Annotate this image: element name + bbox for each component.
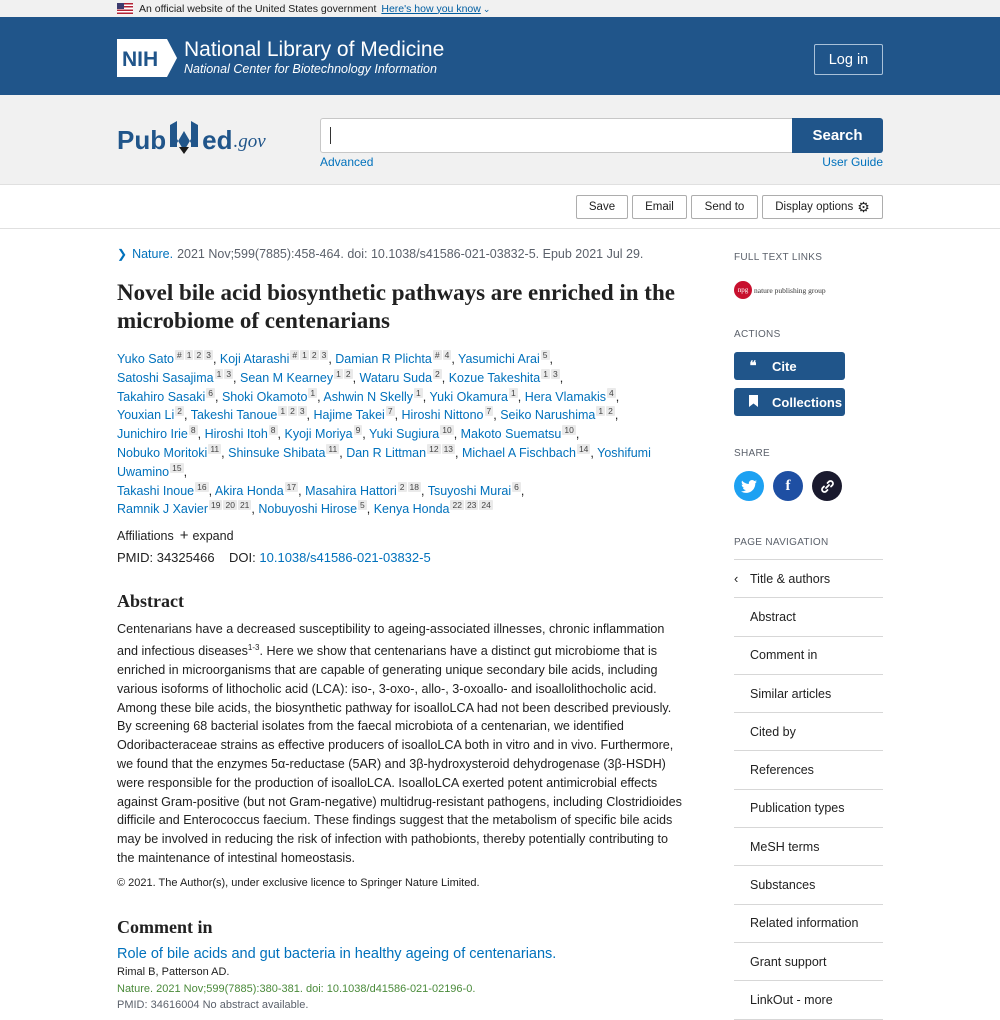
journal-link[interactable]: Nature. — [132, 247, 174, 261]
page-nav-label: Publication types — [750, 801, 845, 816]
main-content — [117, 247, 682, 1011]
share-buttons — [734, 471, 883, 501]
author-link[interactable]: Kyoji Moriya — [284, 427, 353, 442]
author-list — [117, 350, 682, 519]
twitter-icon[interactable] — [734, 471, 764, 501]
identifiers-row — [117, 550, 682, 565]
affiliation-marker[interactable]: 4 — [608, 387, 614, 398]
affiliation-marker[interactable]: 8 — [270, 425, 276, 436]
author-link[interactable]: Ashwin N Skelly — [323, 389, 414, 404]
cite-button[interactable]: ❝ Cite — [734, 352, 845, 380]
chevron-right-icon[interactable]: ❯ — [117, 247, 128, 261]
affiliation-marker[interactable]: 2 — [177, 406, 182, 417]
affiliation-marker[interactable]: 13 — [443, 443, 454, 454]
affiliation-marker[interactable]: 19 — [211, 500, 221, 511]
us-flag-icon — [117, 3, 133, 14]
affiliation-marker[interactable]: 6 — [208, 387, 213, 398]
author-link[interactable]: Takeshi Tanoue — [190, 408, 278, 423]
author-link[interactable]: Takashi Inoue — [117, 483, 195, 498]
affiliation-marker[interactable]: 11 — [328, 443, 338, 454]
plus-icon: + — [179, 527, 189, 545]
full-text-links-heading: FULL TEXT LINKS — [734, 252, 823, 263]
affiliation-marker[interactable]: 1 — [598, 406, 604, 417]
nlm-logo[interactable] — [117, 38, 444, 77]
page-nav-item[interactable] — [734, 905, 883, 943]
author-link[interactable]: Koji Atarashi — [219, 352, 290, 366]
author-link[interactable]: Makoto Suematsu — [460, 427, 562, 442]
page-nav-item[interactable] — [734, 637, 883, 675]
nih-badge-text: NIH — [122, 47, 159, 71]
site-title: National Library of Medicine — [184, 38, 445, 61]
author-row: Ramnik J Xavier 19 20 21 , Nobuyoshi Hirose 5 , Kenya Honda 22 23 24 — [117, 500, 491, 517]
search-area — [0, 95, 1000, 185]
author-link[interactable]: Yuko Sato — [117, 352, 174, 366]
pmid: PMID: 34325466 — [117, 550, 215, 566]
display-options-button[interactable]: Display options ⚙ — [762, 195, 883, 219]
site-subtitle: National Center for Biotechnology Information — [184, 62, 437, 76]
affiliation-marker[interactable]: 1 — [302, 350, 307, 360]
author-link[interactable]: Yasumichi Arai — [458, 352, 540, 366]
affiliation-marker[interactable]: 1 — [336, 368, 341, 379]
comment-link[interactable]: Role of bile acids and gut bacteria in healthy ageing of centenarians. — [117, 945, 557, 962]
page-nav-label: MeSH terms — [750, 839, 820, 854]
logo-ed: ed — [202, 125, 233, 155]
author-link[interactable]: Youxian Li — [117, 408, 175, 423]
npg-text: nature publishing group — [754, 285, 826, 295]
author-link[interactable]: Yuki Okamura — [429, 389, 509, 404]
email-button[interactable]: Email — [632, 195, 687, 219]
affiliation-marker[interactable]: 2 — [345, 368, 351, 379]
author-link[interactable]: Hera Vlamakis — [524, 389, 606, 404]
page-nav-label: References — [750, 763, 814, 778]
nih-badge-icon — [117, 39, 177, 77]
search-input[interactable] — [320, 118, 793, 153]
author-row: Youxian Li 2 , Takeshi Tanoue 1 2 3 , Hajime Takei 7 , Hiroshi Nittono 7 , Seiko Narushima 1 2 , — [117, 406, 619, 423]
affiliations-label: Affiliations — [117, 528, 174, 543]
author-link[interactable]: Shoki Okamoto — [221, 389, 308, 404]
affiliation-marker[interactable]: 14 — [578, 443, 589, 454]
author-link[interactable]: Akira Honda — [214, 483, 284, 498]
affiliation-marker[interactable]: 10 — [564, 425, 574, 436]
affiliation-marker[interactable]: 16 — [197, 481, 207, 492]
page-navigation-heading: PAGE NAVIGATION — [734, 537, 829, 548]
author-link[interactable]: Masahira Hattori — [305, 483, 397, 498]
author-link[interactable]: Dan R Littman — [346, 445, 427, 460]
author-link[interactable]: Wataru Suda — [359, 370, 433, 385]
affiliation-marker[interactable]: 5 — [360, 500, 365, 511]
article-toolbar — [0, 185, 1000, 229]
affiliation-marker[interactable]: 7 — [387, 406, 393, 417]
page-nav-label: Comment in — [750, 648, 818, 663]
affiliation-marker[interactable]: 6 — [514, 481, 519, 492]
page-nav-item[interactable] — [734, 560, 883, 598]
affiliation-marker[interactable]: 15 — [172, 462, 182, 473]
affiliation-marker[interactable]: 2 — [196, 350, 202, 360]
author-link[interactable]: Ramnik J Xavier — [117, 502, 208, 517]
author-link[interactable]: Nobuyoshi Hirose — [258, 502, 358, 517]
affiliation-marker[interactable]: 21 — [239, 500, 250, 511]
user-guide-link[interactable]: User Guide — [822, 155, 883, 169]
author-row: Yuko Sato # 1 2 3 , Koji Atarashi # 1 2 3 , Damian R Plichta # 4 , Yasumichi Arai 5 , — [117, 350, 554, 366]
affiliation-marker[interactable]: 3 — [206, 350, 211, 360]
affiliation-marker[interactable]: 1 — [280, 406, 286, 417]
page-nav-item[interactable] — [734, 866, 883, 904]
affiliations-row — [117, 527, 682, 544]
save-button[interactable]: Save — [576, 195, 628, 219]
page-nav-item[interactable] — [734, 790, 883, 828]
page-nav-label: Title & authors — [750, 571, 831, 586]
affiliation-marker[interactable]: 18 — [409, 481, 419, 492]
author-link[interactable]: Damian R Plichta — [335, 352, 432, 366]
affiliation-marker[interactable]: 20 — [225, 500, 235, 511]
affiliation-marker[interactable]: 1 — [310, 387, 316, 398]
affiliation-marker[interactable]: # — [434, 350, 440, 360]
page-nav-label: Grant support — [750, 954, 827, 969]
comment-authors: Rimal B, Patterson AD. — [117, 965, 230, 978]
expand-affiliations-button[interactable]: + expand — [179, 527, 234, 545]
comment-pmid: PMID: 34616004 No abstract available. — [117, 998, 309, 1011]
doi-link[interactable]: 10.1038/s41586-021-03832-5 — [259, 550, 431, 566]
affiliation-marker[interactable]: 1 — [543, 368, 548, 379]
affiliation-marker[interactable]: 1 — [216, 368, 222, 379]
abstract-heading: Abstract — [117, 591, 184, 612]
page-nav-item[interactable] — [734, 598, 883, 636]
page-nav-item[interactable] — [734, 828, 883, 866]
page-nav-label: Similar articles — [750, 686, 832, 701]
affiliation-marker[interactable]: 4 — [444, 350, 450, 360]
affiliation-marker[interactable]: 3 — [299, 406, 305, 417]
affiliation-marker[interactable]: 11 — [210, 443, 220, 454]
affiliation-marker[interactable]: 24 — [481, 500, 491, 511]
page-nav-item[interactable] — [734, 675, 883, 713]
heres-how-link[interactable]: Here's how you know ⌄ — [381, 2, 491, 15]
author-link[interactable]: Hiroshi Itoh — [204, 427, 268, 442]
affiliation-marker[interactable]: 3 — [321, 350, 327, 360]
affiliation-marker[interactable]: 3 — [552, 368, 558, 379]
search-button[interactable]: Search — [792, 118, 883, 153]
author-link[interactable]: Yoshifumi Uwamino — [117, 445, 651, 479]
comment-in-heading: Comment in — [117, 916, 213, 937]
affiliation-marker[interactable]: 22 — [452, 500, 462, 511]
send-to-button[interactable]: Send to — [691, 195, 758, 219]
affiliation-marker[interactable]: 10 — [442, 425, 452, 436]
author-link[interactable]: Junichiro Irie — [117, 427, 188, 442]
page-navigation-list — [734, 559, 883, 1020]
chevron-left-icon: ‹ — [734, 571, 739, 587]
author-link[interactable]: Satoshi Sasajima — [117, 370, 214, 385]
author-row: Nobuko Moritoki 11 , Shinsuke Shibata 11 , Dan R Littman 12 13 , Michael A Fischbach 14 , Yoshifumi Uwamino 15 , — [117, 443, 651, 479]
affiliation-marker[interactable]: 9 — [355, 425, 361, 436]
author-row: Takashi Inoue 16 , Akira Honda 17 , Masahira Hattori 2 18 , Tsuyoshi Murai 6 , — [117, 481, 525, 498]
pubmed-logo[interactable] — [117, 115, 266, 155]
actions-heading: ACTIONS — [734, 329, 781, 340]
affiliation-marker[interactable]: 5 — [542, 350, 548, 360]
affiliation-marker[interactable]: 1 — [186, 350, 192, 360]
facebook-icon[interactable]: f — [773, 471, 803, 501]
abstract-text: Centenarians have a decreased susceptibility to ageing-associated illnesses, chronic inflammation and infectious diseases$^{1-3}$. Here we show that centenarians have a distinct gut microbiome that is enriched in microorganisms that are capable of generating unique secondary bile acids, including various isoforms of lithocholic acid (LCA): iso-, 3-oxo-, allo-, 3-oxoallo- and isoallolithocholic acid. Among these bile acids, the biosynthetic pathway for isoalloLCA had not been described previously. By screening 68 bacterial isolates from the faecal microbiota of a centenarian, we identified Odoribacteraceae strains as effective producers of isoalloLCA both in vitro and in vivo. Furthermore, we found that the enzymes 5α-reductase (5AR) and 3β-hydroxysteroid dehydrogenase (3β-HSDH) were responsible for the production of isoalloLCA. IsoalloLCA exerted potent antimicrobial effects against Gram-positive (but not Gram-negative) multidrug-resistant pathogens, including Clostridioides difficile and Enterococcus faecium. These findings suggest that the metabolism of specific bile acids may be involved in reducing the risk of infection with pathobionts, thereby potentially contributing to the maintenance of intestinal homeostasis. — [117, 622, 682, 865]
copyright: © 2021. The Author(s), under exclusive licence to Springer Nature Limited. — [117, 876, 480, 889]
collections-button[interactable]: Collections — [734, 388, 845, 416]
advanced-search-link[interactable]: Advanced — [320, 155, 374, 169]
reference-superscript[interactable]: 1-3 — [247, 642, 260, 652]
page-nav-label: LinkOut - more — [750, 992, 833, 1007]
logo-pub: Pub — [117, 125, 167, 155]
affiliation-marker[interactable]: 1 — [416, 387, 421, 398]
logo-gov: .gov — [233, 131, 266, 152]
author-link[interactable]: Takahiro Sasaki — [117, 389, 206, 404]
gov-banner — [0, 0, 1000, 17]
author-link[interactable]: Seiko Narushima — [500, 408, 596, 423]
page-nav-label: Substances — [750, 878, 816, 893]
author-row: Satoshi Sasajima 1 3 , Sean M Kearney 1 2 , Wataru Suda 2 , Kozue Takeshita 1 3 , — [117, 368, 564, 385]
quote-icon: ❝ — [749, 358, 757, 373]
pubmed-m-icon — [167, 117, 201, 155]
nih-header — [0, 17, 1000, 95]
affiliation-marker[interactable]: 2 — [311, 350, 317, 360]
affiliation-marker[interactable]: 2 — [608, 406, 613, 417]
npg-logo-icon: npg — [734, 281, 752, 299]
affiliation-marker[interactable]: 2 — [399, 481, 405, 492]
affiliation-marker[interactable]: 2 — [435, 368, 440, 379]
author-link[interactable]: Hiroshi Nittono — [401, 408, 484, 423]
affiliation-marker[interactable]: 23 — [466, 500, 477, 511]
affiliation-marker[interactable]: 2 — [290, 406, 295, 417]
author-link[interactable]: Sean M Kearney — [240, 370, 334, 385]
author-link[interactable]: Nobuko Moritoki — [117, 445, 208, 460]
author-link[interactable]: Shinsuke Shibata — [228, 445, 326, 460]
author-link[interactable]: Michael A Fischbach — [461, 445, 576, 460]
page-nav-item[interactable] — [734, 981, 883, 1019]
chevron-down-icon: ⌄ — [482, 3, 491, 14]
affiliation-marker[interactable]: 12 — [429, 443, 439, 454]
author-link[interactable]: Tsuyoshi Murai — [427, 483, 512, 498]
gear-icon: ⚙ — [857, 198, 870, 215]
page-nav-label: Abstract — [750, 609, 796, 624]
author-link[interactable]: Kozue Takeshita — [448, 370, 541, 385]
comment-citation: Nature. 2021 Nov;599(7885):380-381. doi: 10.1038/d41586-021-02196-0. — [117, 982, 476, 995]
author-link[interactable]: Yuki Sugiura — [369, 427, 440, 442]
affiliation-marker[interactable]: # — [177, 350, 182, 360]
affiliation-marker[interactable]: 8 — [190, 425, 196, 436]
nature-publishing-group-link[interactable] — [734, 281, 883, 299]
author-row: Takahiro Sasaki 6 , Shoki Okamoto 1 , Ashwin N Skelly 1 , Yuki Okamura 1 , Hera Vlamakis 4 , — [117, 387, 620, 404]
doi-label: DOI: — [229, 550, 256, 566]
page-nav-label: Cited by — [750, 724, 796, 739]
share-heading: SHARE — [734, 448, 770, 459]
page-nav-item[interactable] — [734, 751, 883, 789]
page-nav-label: Related information — [750, 916, 859, 931]
affiliation-marker[interactable]: 7 — [486, 406, 492, 417]
affiliation-marker[interactable]: 17 — [286, 481, 297, 492]
journal-citation — [117, 247, 682, 261]
login-button[interactable]: Log in — [814, 44, 883, 75]
affiliation-marker[interactable]: 1 — [511, 387, 516, 398]
article-title: Novel bile acid biosynthetic pathways are enriched in the microbiome of centenarians — [117, 280, 675, 333]
author-link[interactable]: Kenya Honda — [373, 502, 450, 517]
page-nav-item[interactable] — [734, 713, 883, 751]
affiliation-marker[interactable]: 3 — [226, 368, 232, 379]
gov-banner-text: An official website of the United States government — [139, 2, 377, 15]
text-caret — [330, 127, 331, 144]
sidebar — [734, 252, 883, 1020]
affiliation-marker[interactable]: # — [292, 350, 298, 360]
author-row: Junichiro Irie 8 , Hiroshi Itoh 8 , Kyoji Moriya 9 , Yuki Sugiura 10 , Makoto Suematsu 10 , — [117, 425, 580, 442]
citation-text: 2021 Nov;599(7885):458-464. doi: 10.1038/s41586-021-03832-5. Epub 2021 Jul 29. — [177, 247, 644, 261]
bookmark-icon — [734, 395, 772, 410]
page-nav-item[interactable] — [734, 943, 883, 981]
author-link[interactable]: Hajime Takei — [313, 408, 385, 423]
link-icon[interactable] — [812, 471, 842, 501]
